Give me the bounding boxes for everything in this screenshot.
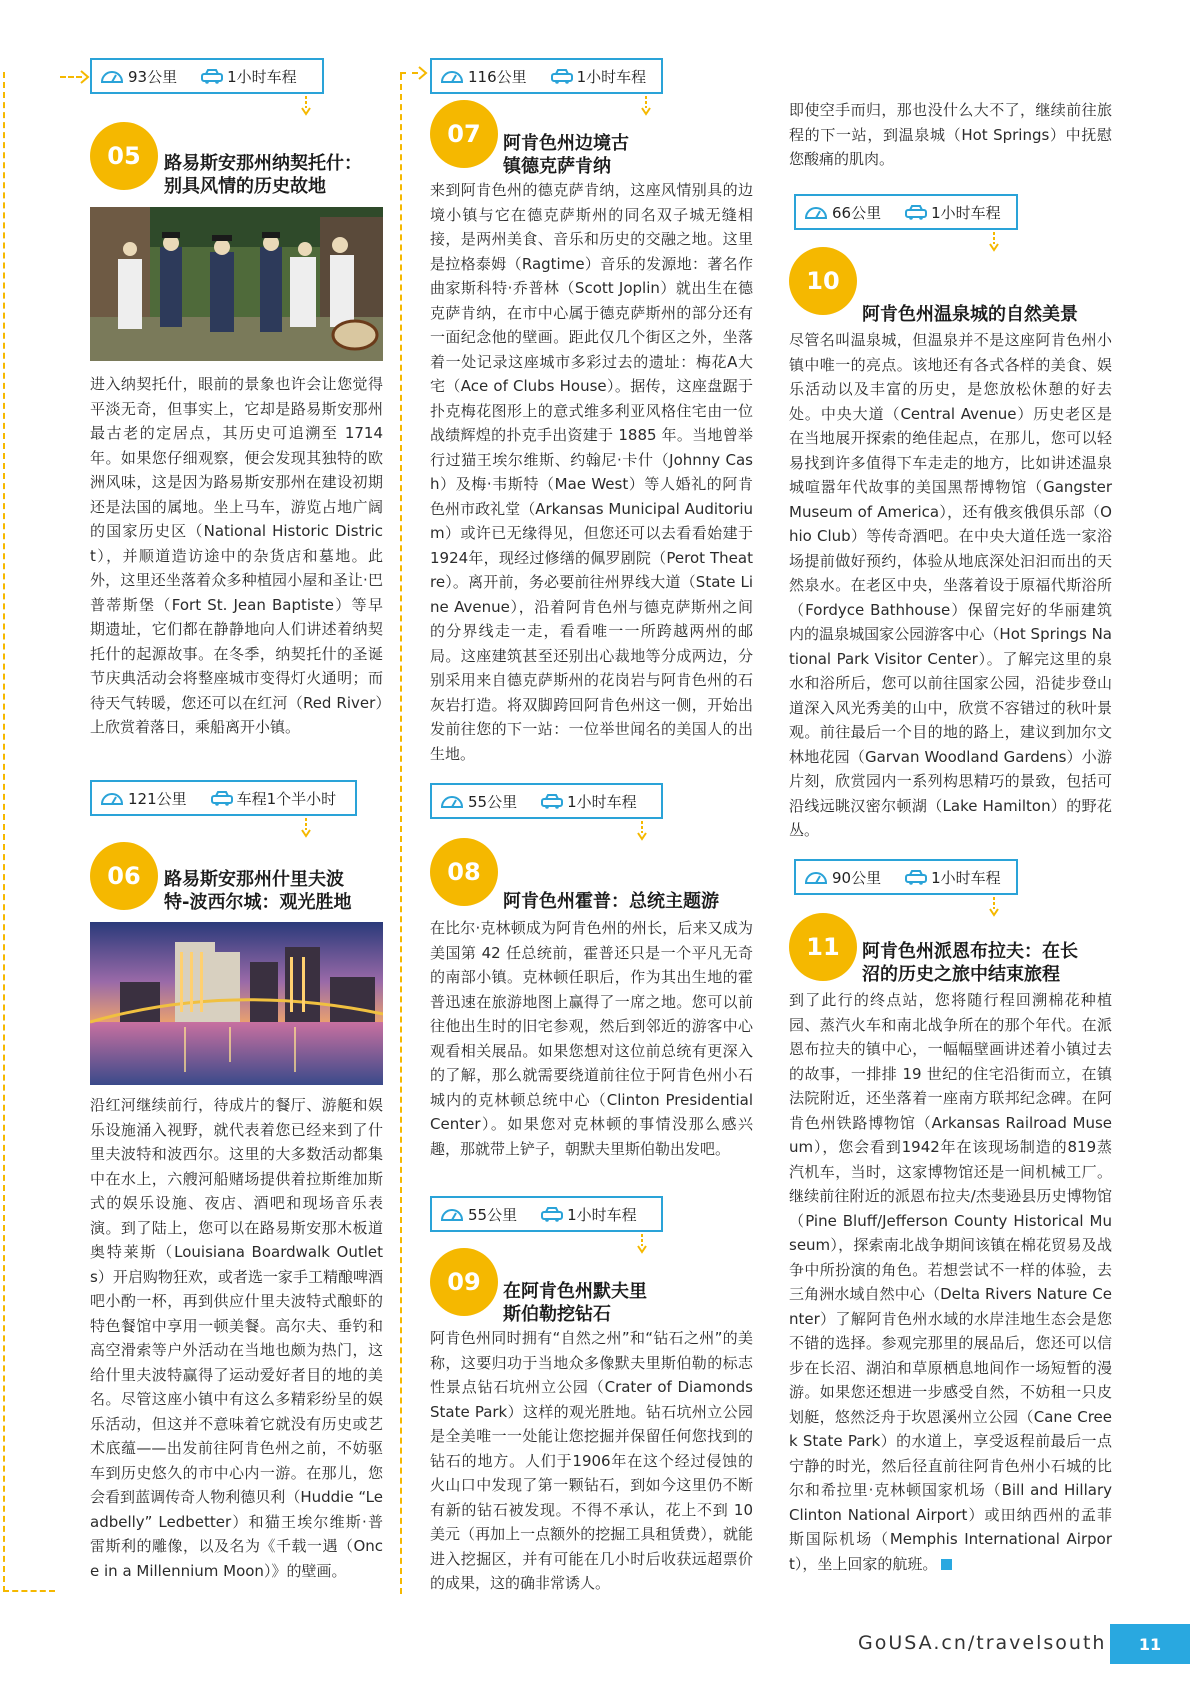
stop-body: 在比尔·克林顿成为阿肯色州的州长，后来又成为美国第 42 任总统前，霍普还只是一个平凡无奇的南部小镇。克林顿任职后，作为其出生地的霍普迅速在旅游地图上赢得了一席之地。您可以前往他出生时的旧宅参观，然后到邻近的游客中心观看相关展品。如果您想对这位前总统有更深入的了解，那么就需要绕道前往位于阿肯色州小石城内的克林顿总统中心（Clinton Presidential Center）。如果您对克林顿的事情没那么感兴趣，那就带上铲子，朝默夫里斯伯勒出发吧。 [430, 919, 753, 1158]
stop-title [164, 152, 394, 198]
distance-box [430, 783, 663, 819]
down-arrow-icon [637, 1234, 647, 1256]
car-icon [551, 68, 573, 84]
shreveport-photo [90, 922, 383, 1085]
stop-body: 阿肯色州同时拥有“自然之州”和“钻石之州”的美称，这要归功于当地众多像默夫里斯伯勒的标志性景点钻石坑州立公园（Crater of Diamonds State Park）这样的观光胜地。钻石坑州立公园是全美唯一一处能让您挖掘并保留任何您找到的钻石的地方。人们于1906年在这个经过侵蚀的火山口中发现了第一颗钻石，到如今这里仍不断有新的钻石被发现。不得不承认，花上不到 10 美元（再加上一点额外的挖掘工具租赁费），就能进入挖掘区，并有可能在几小时后收获远超票价的成果，这的确非常诱人。 [430, 1329, 753, 1592]
distance-box [430, 58, 663, 94]
time-label: 1小时车程 [567, 792, 637, 811]
stop-title [862, 940, 1112, 986]
stop-number-badge: 09 [430, 1248, 498, 1316]
distance-box [90, 780, 357, 816]
car-icon [905, 204, 927, 220]
time-label: 1小时车程 [567, 1205, 637, 1224]
route-line-middle [400, 74, 402, 1594]
route-line-left [3, 72, 5, 1592]
route-connector [400, 72, 418, 74]
stop-title [503, 1280, 753, 1326]
distance-box [794, 194, 1018, 230]
route-line-left-bottom [3, 1590, 55, 1592]
down-arrow-icon [301, 818, 311, 840]
route-arrow-right-icon [418, 66, 428, 80]
distance-box [794, 859, 1018, 895]
end-mark-icon [941, 1559, 952, 1570]
route-arrow-right-icon [80, 70, 90, 84]
distance-label: 93公里 [128, 67, 178, 86]
stop-title [503, 132, 743, 178]
stop-title-line: 沼的历史之旅中结束旅程 [862, 964, 1060, 985]
speedometer-icon [100, 790, 124, 806]
down-arrow-icon [301, 96, 311, 118]
time-label: 1小时车程 [227, 67, 297, 86]
distance-label: 90公里 [832, 868, 882, 887]
time-label: 1小时车程 [931, 868, 1001, 887]
distance-label: 55公里 [468, 792, 518, 811]
stop-number-badge: 05 [90, 122, 158, 190]
speedometer-icon [440, 68, 464, 84]
distance-label: 55公里 [468, 1205, 518, 1224]
page-number: 11 [1110, 1624, 1190, 1664]
speedometer-icon [804, 869, 828, 885]
down-arrow-icon [989, 232, 999, 254]
stop-title-line: 阿肯色州派恩布拉夫：在长 [862, 941, 1078, 962]
distance-label: 121公里 [128, 789, 187, 808]
stop-body: 沿红河继续前行，待成片的餐厅、游艇和娱乐设施涌入视野，就代表着您已经来到了什里夫波特和波西尔。这里的大多数活动都集中在水上，六艘河船赌场提供着拉斯维加斯式的娱乐设施、夜店、酒吧和现场音乐表演。到了陆上，您可以在路易斯安那木板道奥特莱斯（Louisiana Boardwalk Outlets）开启购物狂欢，或者选一家手工精酿啤酒吧小酌一杯，再到供应什里夫波特式酿虾的特色餐馆中享用一顿美餐。高尔夫、垂钓和高空滑索等户外活动在当地也颇为热门，这给什里夫波特赢得了运动爱好者目的地的美名。尽管这座小镇中有这么多精彩纷呈的娱乐活动，但这并不意味着它就没有历史或艺术底蕴——出发前往阿肯色州之前，不妨驱车到历史悠久的市中心内一游。在那儿，您会看到蓝调传奇人物利德贝利（Huddie “Leadbelly” Ledbetter）和猫王埃尔维斯·普雷斯利的雕像，以及名为《千载一遇（Once in a Millennium Moon）》的壁画。 [90, 1096, 383, 1580]
route-connector [60, 76, 82, 78]
stop-title-line: 特-波西尔城：观光胜地 [164, 892, 352, 913]
stop-title-line: 阿肯色州边境古 [503, 133, 629, 154]
car-icon [211, 790, 233, 806]
car-icon [201, 68, 223, 84]
stop-title-line: 阿肯色州霍普：总统主题游 [503, 891, 719, 912]
car-icon [541, 793, 563, 809]
car-icon [541, 1206, 563, 1222]
time-label: 车程1个半小时 [236, 789, 337, 808]
stop-title-line: 路易斯安那州纳契托什： [164, 153, 362, 174]
stop-body [789, 988, 1112, 1576]
natchitoches-photo [90, 207, 383, 361]
time-label: 1小时车程 [931, 203, 1001, 222]
stop-number-badge: 10 [789, 247, 857, 315]
time-label: 1小时车程 [576, 67, 647, 86]
distance-box [430, 1196, 663, 1232]
car-icon [905, 869, 927, 885]
footer-url: GoUSA.cn/travelsouth [858, 1632, 1107, 1654]
distance-box [90, 58, 324, 94]
stop-title-line: 斯伯勒挖钻石 [503, 1304, 611, 1325]
down-arrow-icon [637, 821, 647, 843]
stop-title-line: 别具风情的历史故地 [164, 176, 326, 197]
stop-body: 进入纳契托什，眼前的景象也许会让您觉得平淡无奇，但事实上，它却是路易斯安那州最古老的定居点，其历史可追溯至 1714 年。如果您仔细观察，便会发现其独特的欧洲风味，这是因为路易斯安那州在建设初期还是法国的属地。坐上马车，游览占地广阔的国家历史区（National Historic District），并顺道造访途中的杂货店和墓地。此外，这里还坐落着众多种植园小屋和圣让·巴普蒂斯堡（Fort St. Jean Baptiste）等早期遗址，它们都在静静地向人们讲述着纳契托什的起源故事。在冬季，纳契托什的圣诞节庆典活动会将整座城市变得灯火通明；而待天气转暖，您还可以在红河（Red River）上欣赏着落日，乘船离开小镇。 [90, 375, 383, 736]
stop-number-badge: 07 [430, 100, 498, 168]
stop-title [503, 890, 753, 913]
stop-title [164, 868, 394, 914]
speedometer-icon [804, 204, 828, 220]
stop-body: 尽管名叫温泉城，但温泉并不是这座阿肯色州小镇中唯一的亮点。该地还有各式各样的美食、娱乐活动以及丰富的历史，是您放松休憩的好去处。中央大道（Central Avenue）历史老区是在当地展开探索的绝佳起点，在那儿，您可以轻易找到许多值得下车走走的地方，比如讲述温泉城喧嚣年代故事的美国黑帮博物馆（Gangster Museum of America），还有俄亥俄俱乐部（Ohio Club）等传奇酒吧。在中央大道任选一家浴场提前做好预约，体验从地底深处汩汩而出的天然泉水。在老区中央，坐落着设于原福代斯浴所（Fordyce Bathhouse）保留完好的华丽建筑内的温泉城国家公园游客中心（Hot Springs National Park Visitor Center）。了解完这里的泉水和浴所后，您可以前往国家公园，沿徒步登山道深入风光秀美的山中，欣赏不容错过的秋叶景观。前往最后一个目的地的路上，建议到加尔文林地花园（Garvan Woodland Gardens）小游片刻，欣赏园内一系列构思精巧的景致，包括可沿线远眺汉密尔顿湖（Lake Hamilton）的野花丛。 [789, 331, 1112, 839]
down-arrow-icon [989, 897, 999, 919]
stop-title-line: 阿肯色州温泉城的自然美景 [862, 304, 1078, 325]
stop-title-line: 在阿肯色州默夫里 [503, 1281, 647, 1302]
stop-number-badge: 06 [90, 842, 158, 910]
speedometer-icon [100, 68, 124, 84]
stop-title-line: 路易斯安那州什里夫波 [164, 869, 344, 890]
down-arrow-icon [641, 96, 651, 118]
stop-number-badge: 08 [430, 838, 498, 906]
stop-title-line: 镇德克萨肯纳 [503, 156, 611, 177]
stop-body-text: 到了此行的终点站，您将随行程回溯棉花种植园、蒸汽火车和南北战争所在的那个年代。在派恩布拉夫的镇中心，一幅幅壁画讲述着小镇过去的故事，一排排 19 世纪的住宅沿街而立，在镇法院附近，还坐落着一座南方联邦纪念碑。在阿肯色州铁路博物馆（Arkansas Railroad Museum），您会看到1942年在该现场制造的819蒸汽机车，当时，这家博物馆还是一间机械工厂。继续前往附近的派恩布拉夫/杰斐逊县历史博物馆（Pine Bluff/Jefferson County Historical Museum），探索南北战争期间该镇在棉花贸易及战争中所扮演的角色。若想尝试不一样的体验，去三角洲水域自然中心（Delta Rivers Nature Center）了解阿肯色州水域的水岸洼地生态会是您不错的选择。参观完那里的展品后，您还可以信步在长沼、湖泊和草原栖息地间作一场短暂的漫游。如果您还想进一步感受自然，不妨租一只皮划艇，悠然泛舟于坎恩溪州立公园（Cane Creek State Park）的水道上，享受返程前最后一点宁静的时光，然后径直前往阿肯色州小石城的比尔和希拉里·克林顿国家机场（Bill and Hillary Clinton National Airport）或田纳西州的孟菲斯国际机场（Memphis International Airport），坐上回家的航班。 [789, 991, 1112, 1573]
speedometer-icon [440, 1206, 464, 1222]
stop-title [862, 303, 1112, 326]
stop-body: 来到阿肯色州的德克萨肯纳，这座风情别具的边境小镇与它在德克萨斯州的同名双子城无缝相接，是两州美食、音乐和历史的交融之地。这里是拉格泰姆（Ragtime）音乐的发源地：著名作曲家斯科特·乔普林（Scott Joplin）就出生在德克萨肯纳，在市中心属于德克萨斯州的部分还有一面纪念他的壁画。距此仅几个街区之外，坐落着一处记录这座城市多彩过去的遗址：梅花A大宅（Ace of Clubs House）。据传，这座盘踞于扑克梅花图形上的意式维多利亚风格住宅由一位战绩辉煌的扑克手出资建于 1885 年。当地曾举行过猫王埃尔维斯、约翰尼·卡什（Johnny Cash）及梅·韦斯特（Mae West）等人婚礼的阿肯色州市政礼堂（Arkansas Municipal Auditorium）或许已无缘得见，但您还可以去看看始建于1924年，现经过修缮的佩罗剧院（Perot Theatre）。离开前，务必要前往州界线大道（State Line Avenue），沿着阿肯色州与德克萨斯州之间的分界线走一走，看看唯一一所跨越两州的邮局。这座建筑甚至还别出心裁地等分成两边，分别采用来自德克萨斯州的花岗岩与阿肯色州的石灰岩打造。将双脚跨回阿肯色州这一侧，开始出发前往您的下一站：一位举世闻名的美国人的出生地。 [430, 181, 753, 763]
speedometer-icon [440, 793, 464, 809]
stop-number-badge: 11 [789, 913, 857, 981]
stop-body-continued: 即使空手而归，那也没什么大不了，继续前往旅程的下一站，到温泉城（Hot Springs）中抚慰您酸痛的肌肉。 [789, 101, 1112, 168]
distance-label: 116公里 [468, 67, 527, 86]
distance-label: 66公里 [832, 203, 882, 222]
